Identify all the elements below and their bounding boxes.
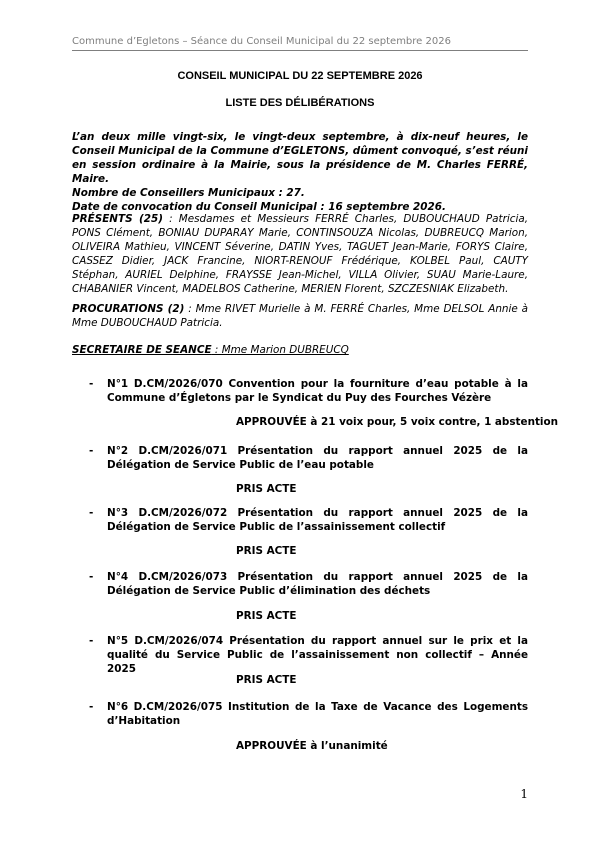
deliberation-item [89, 700, 528, 728]
page-number: 1 [520, 787, 528, 801]
secretaire-name: : Mme Marion DUBREUCQ [211, 344, 349, 356]
bullet-dash: - [89, 635, 94, 647]
bullet-dash: - [89, 571, 94, 583]
presents-paragraph [72, 212, 528, 296]
presents-list: : Mesdames et Messieurs FERRÉ Charles, DUBOUCHAUD Patricia, PONS Clément, BONIAU DUPARAY Marie, CONTINSOUZA Nicolas, DUBREUCQ Marion, OLIVEIRA Mathieu, VINCENT Séverine, DATIN Yves, TAGUET Jean-Marie, FORYS Claire, CASSEZ Didier, JACK Francine, NIORT-RENOUF Frédérique, KOLBEL Paul, CAUTY Stéphan, AURIEL Delphine, FRAYSSE Jean-Michel, VILLA Olivier, SUAU Marie-Laure, CHABANIER Vincent, MADELBOS Catherine, MERIEN Florent, SZCZESNIAK Elizabeth. [72, 213, 528, 295]
deliberation-item [89, 377, 528, 405]
bullet-dash: - [89, 378, 94, 390]
deliberation-result: PRIS ACTE [236, 483, 297, 495]
intro-convocation-date: Date de convocation du Conseil Municipal : 16 septembre 2026. [72, 201, 446, 213]
header-rule [72, 50, 528, 51]
deliberation-result: PRIS ACTE [236, 545, 297, 557]
intro-session: L’an deux mille vingt-six, le vingt-deux septembre, à dix-neuf heures, le Conseil Municipal de la Commune d’EGLETONS, dûment convoqué, s’est réuni en session ordinaire à la Mairie, sous la présidence de M. Charles FERRÉ, Maire. [72, 131, 528, 185]
deliberation-item [89, 506, 528, 534]
deliberation-item [89, 444, 528, 472]
deliberation-text: N°6 D.CM/2026/075 Institution de la Taxe de Vacance des Logements d’Habitation [107, 701, 528, 727]
deliberation-item [89, 634, 528, 676]
bullet-dash: - [89, 445, 94, 457]
procurations-list: : Mme RIVET Murielle à M. FERRÉ Charles, Mme DELSOL Annie à Mme DUBOUCHAUD Patricia. [72, 303, 528, 329]
deliberation-item [89, 570, 528, 598]
deliberation-text: N°4 D.CM/2026/073 Présentation du rapport annuel 2025 de la Délégation de Service Public d’élimination des déchets [107, 571, 528, 597]
bullet-dash: - [89, 701, 94, 713]
document-title: CONSEIL MUNICIPAL DU 22 SEPTEMBRE 2026 [177, 70, 423, 82]
deliberation-result: APPROUVÉE à l’unanimité [236, 740, 388, 752]
procurations-paragraph [72, 302, 528, 330]
deliberation-text: N°3 D.CM/2026/072 Présentation du rapport annuel 2025 de la Délégation de Service Public de l’assainissement collectif [107, 507, 528, 533]
intro-council-count: Nombre de Conseillers Municipaux : 27. [72, 187, 305, 199]
deliberation-text: N°2 D.CM/2026/071 Présentation du rapport annuel 2025 de la Délégation de Service Public de l’eau potable [107, 445, 528, 471]
procurations-label: PROCURATIONS (2) [72, 303, 185, 315]
bullet-dash: - [89, 507, 94, 519]
secretaire-paragraph [72, 343, 528, 357]
deliberation-text: N°5 D.CM/2026/074 Présentation du rapport annuel sur le prix et la qualité du Service Public de l’assainissement non collectif – Année 2025 [107, 635, 528, 675]
intro-paragraph [72, 130, 528, 214]
deliberation-result: PRIS ACTE [236, 610, 297, 622]
deliberation-result: APPROUVÉE à 21 voix pour, 5 voix contre, 1 abstention [236, 416, 559, 428]
running-header: Commune d’Egletons – Séance du Conseil Municipal du 22 septembre 2026 [72, 36, 451, 47]
secretaire-label: SECRETAIRE DE SEANCE [72, 344, 212, 356]
deliberation-text: N°1 D.CM/2026/070 Convention pour la fourniture d’eau potable à la Commune d’Égletons par le Syndicat du Puy des Fourches Vézère [107, 378, 528, 404]
deliberation-result: PRIS ACTE [236, 674, 297, 686]
document-subtitle: LISTE DES DÉLIBÉRATIONS [225, 97, 375, 109]
presents-label: PRÉSENTS (25) [72, 213, 163, 225]
